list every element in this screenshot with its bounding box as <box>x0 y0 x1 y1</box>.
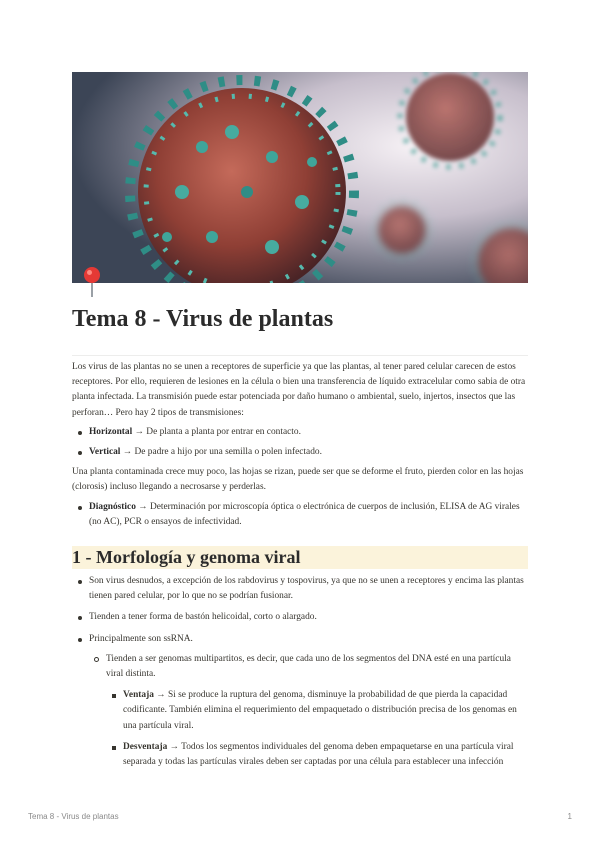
section-content <box>72 574 528 776</box>
term-advantage: Ventaja <box>123 690 154 701</box>
list-item <box>72 500 528 530</box>
term-description: → Determinación por microscopía óptica o electrónica de cuerpos de inclusión, ELISA de AG virales (no AC), PCR o ensayos de infectividad. <box>89 501 520 527</box>
term-description: → Si se produce la ruptura del genoma, disminuye la probabilidad de que pierda la capacidad codificante. También elimina el requerimiento del empaquetado o distribución precisa de los genomas en una partícula viral. <box>123 690 517 731</box>
term-disadvantage: Desventaja <box>123 741 168 752</box>
transmission-list <box>72 425 528 460</box>
term-description: → Todos los segmentos individuales del genoma deben empaquetarse en una partícula viral separada y todas las partículas virales deben ser captadas por una célula para establecer una infección <box>123 741 514 768</box>
term-description: → De planta a planta por entrar en contacto. <box>132 426 301 437</box>
sub-sub-list-item <box>106 740 528 770</box>
term-diagnosis: Diagnóstico <box>89 501 136 512</box>
footer-title: Tema 8 - Virus de plantas <box>28 812 119 821</box>
term-vertical: Vertical <box>89 447 121 458</box>
list-item: Son virus desnudos, a excepción de los rabdovirus y tospovirus, ya que no se unen a receptores y encima las plantas tienen pared celular, por lo que no se podrían fusionar. <box>72 574 528 604</box>
title-divider <box>72 355 528 356</box>
page-number: 1 <box>567 812 572 821</box>
sub-sub-list <box>106 688 528 770</box>
intro-section <box>72 360 528 535</box>
symptoms-paragraph: Una planta contaminada crece muy poco, las hojas se rizan, puede ser que se deforme el fruto, pierden color en las hojas (clorosis) incluso llegando a necrosarse y perderlas. <box>72 467 524 493</box>
list-item: Tienden a tener forma de bastón helicoidal, corto o alargado. <box>72 610 528 625</box>
diagnosis-list <box>72 500 528 530</box>
sub-list <box>89 652 528 770</box>
virus-photo <box>72 72 528 283</box>
list-item <box>72 632 528 771</box>
list-item-text: Principalmente son ssRNA. <box>89 633 193 644</box>
round-pushpin-icon <box>82 266 102 298</box>
cover-image <box>72 72 528 283</box>
list-item <box>72 425 528 440</box>
term-horizontal: Horizontal <box>89 426 133 437</box>
sub-list-item <box>89 652 528 770</box>
list-item <box>72 445 528 460</box>
sub-sub-list-item <box>106 688 528 734</box>
term-description: → De padre a hijo por una semilla o polen infectado. <box>120 447 322 458</box>
section-heading <box>72 546 528 569</box>
sub-list-item-text: Tienden a ser genomas multipartitos, es decir, que cada uno de los segmentos del DNA esté en una partícula viral distinta. <box>106 653 511 680</box>
page-title: Tema 8 - Virus de plantas <box>72 306 334 332</box>
section-heading-text: 1 - Morfología y genoma viral <box>72 547 301 567</box>
intro-paragraph: Los virus de las plantas no se unen a receptores de superficie ya que las plantas, al tener pared celular carecen de estos receptores. Por ello, requieren de lesiones en la célula o bien una transferencia de líquido extracelular como sabia de otra planta infectada. La transmisión puede estar potenciada por daño humano o ambiental, suelo, injertos, insectos que las perforan… Pero hay 2 tipos de transmisiones: <box>72 362 526 418</box>
morphology-list <box>72 574 528 770</box>
